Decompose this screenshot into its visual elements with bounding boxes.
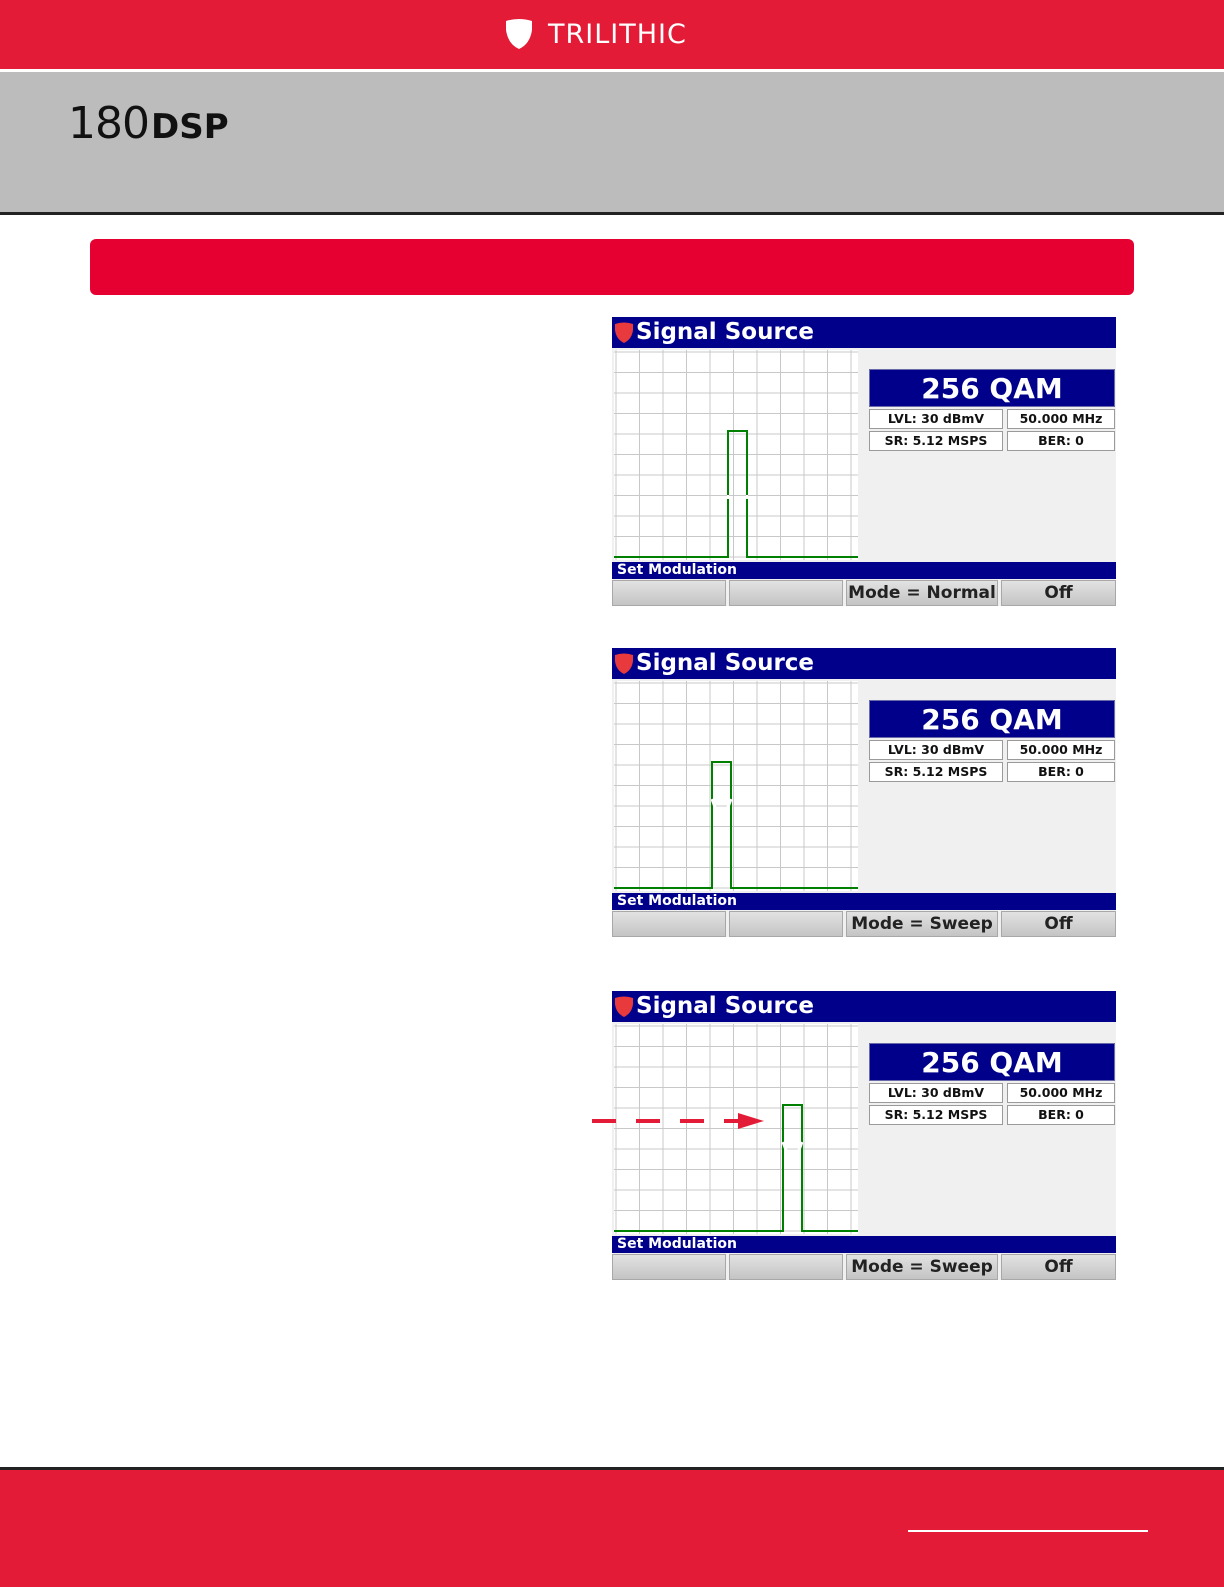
product-logo xyxy=(68,98,229,149)
modulation-display: 256 QAM xyxy=(869,1043,1115,1081)
mode-softkey[interactable]: Mode = Sweep xyxy=(846,911,998,937)
footer-rule xyxy=(908,1530,1148,1532)
section-title-bar xyxy=(90,239,1134,295)
frequency-readout: 50.000 MHz xyxy=(1007,740,1115,760)
shield-icon xyxy=(614,653,634,675)
mode-softkey[interactable]: Mode = Normal xyxy=(846,580,998,606)
modulation-display: 256 QAM xyxy=(869,369,1115,407)
product-header xyxy=(0,72,1224,215)
mode-softkey[interactable]: Mode = Sweep xyxy=(846,1254,998,1280)
softkey-2[interactable] xyxy=(729,580,843,606)
softkey-row xyxy=(612,911,1116,937)
frequency-readout: 50.000 MHz xyxy=(1007,1083,1115,1103)
signal-source-screen-3 xyxy=(612,991,1116,1280)
brand-name: TRILITHIC xyxy=(548,18,687,50)
signal-source-screen-2 xyxy=(612,648,1116,937)
screen-title-bar xyxy=(612,317,1116,348)
symbol-rate-readout: SR: 5.12 MSPS xyxy=(869,431,1003,451)
shield-icon xyxy=(504,18,534,50)
signal-trace xyxy=(614,762,858,888)
off-softkey[interactable]: Off xyxy=(1001,580,1116,606)
softkey-hint: Set Modulation xyxy=(612,1236,1116,1253)
softkey-2[interactable] xyxy=(729,911,843,937)
off-softkey[interactable]: Off xyxy=(1001,911,1116,937)
symbol-rate-readout: SR: 5.12 MSPS xyxy=(869,1105,1003,1125)
signal-source-screen-1 xyxy=(612,317,1116,606)
footer-bar xyxy=(0,1467,1224,1587)
ber-readout: BER: 0 xyxy=(1007,762,1115,782)
top-banner xyxy=(0,0,1224,69)
softkey-hint: Set Modulation xyxy=(612,893,1116,910)
signal-trace xyxy=(614,431,858,557)
modulation-display: 256 QAM xyxy=(869,700,1115,738)
softkey-1[interactable] xyxy=(612,1254,726,1280)
softkey-hint: Set Modulation xyxy=(612,562,1116,579)
shield-icon xyxy=(614,996,634,1018)
ber-readout: BER: 0 xyxy=(1007,1105,1115,1125)
softkey-row xyxy=(612,1254,1116,1280)
screen-title-bar xyxy=(612,991,1116,1022)
softkey-1[interactable] xyxy=(612,911,726,937)
model-suffix: DSP xyxy=(150,107,229,147)
softkey-row xyxy=(612,580,1116,606)
level-readout: LVL: 30 dBmV xyxy=(869,409,1003,429)
sweep-arrow-icon xyxy=(592,1110,768,1132)
spectrum-graph xyxy=(614,350,858,560)
brand-logo xyxy=(504,16,687,52)
frequency-readout: 50.000 MHz xyxy=(1007,409,1115,429)
screen-title: Signal Source xyxy=(636,993,815,1019)
softkey-1[interactable] xyxy=(612,580,726,606)
model-number: 180 xyxy=(68,98,149,149)
off-softkey[interactable]: Off xyxy=(1001,1254,1116,1280)
screen-title: Signal Source xyxy=(636,319,815,345)
screen-title-bar xyxy=(612,648,1116,679)
screen-title: Signal Source xyxy=(636,650,815,676)
level-readout: LVL: 30 dBmV xyxy=(869,740,1003,760)
spectrum-graph xyxy=(614,681,858,891)
symbol-rate-readout: SR: 5.12 MSPS xyxy=(869,762,1003,782)
softkey-2[interactable] xyxy=(729,1254,843,1280)
shield-icon xyxy=(614,322,634,344)
ber-readout: BER: 0 xyxy=(1007,431,1115,451)
level-readout: LVL: 30 dBmV xyxy=(869,1083,1003,1103)
